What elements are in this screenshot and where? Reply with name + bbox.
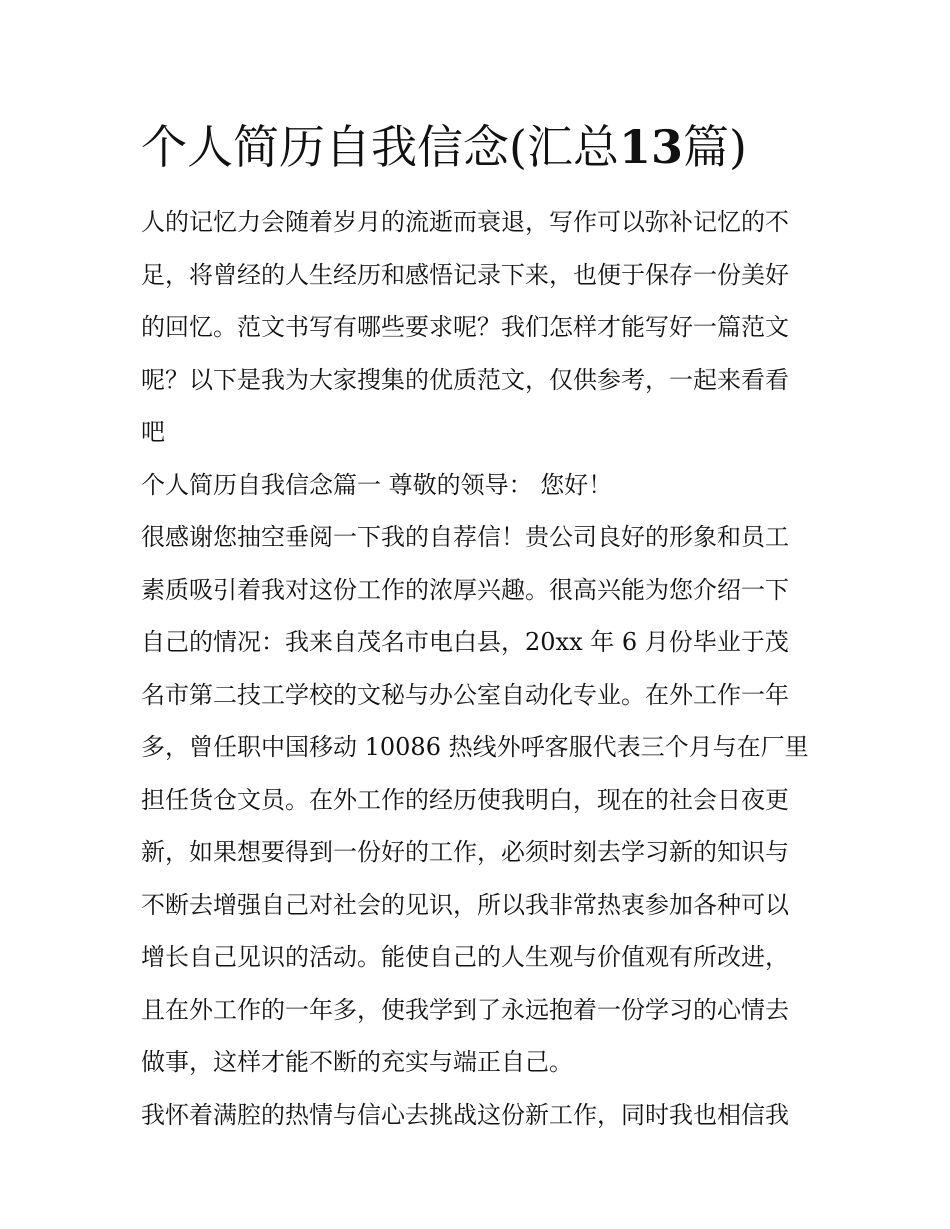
text-line: 呢？以下是我为大家搜集的优质范文，仅供参考，一起来看看	[141, 365, 789, 394]
text-line: 名市第二技工学校的文秘与办公室自动化专业。在外工作一年	[141, 680, 789, 709]
text-line: 增长自己见识的活动。能使自己的人生观与价值观有所改进，	[141, 943, 789, 971]
text-line: 担任货仓文员。在外工作的经历使我明白，现在的社会日夜更	[141, 785, 789, 814]
text-line: 吧	[141, 418, 165, 446]
title-text-part2: 篇)	[682, 120, 747, 174]
text-line: 很感谢您抽空垂阅一下我的自荐信！贵公司良好的形象和员工	[141, 523, 789, 551]
text-line: 多，曾任职中国移动 10086 热线外呼客服代表三个月与在厂里	[141, 733, 809, 761]
title-text-part1: 个人简历自我信念(汇总	[141, 120, 619, 174]
text-line: 足，将曾经的人生经历和感悟记录下来，也便于保存一份美好	[141, 260, 789, 289]
text-line: 且在外工作的一年多，使我学到了永远抱着一份学习的心情去	[141, 995, 789, 1024]
title-number: 13	[618, 120, 683, 174]
text-line: 人的记忆力会随着岁月的流逝而衰退，写作可以弥补记忆的不	[141, 208, 789, 236]
section-heading-line: 个人简历自我信念篇一 尊敬的领导： 您好！	[141, 470, 613, 499]
text-line: 不断去增强自己对社会的见识，所以我非常热衷参加各种可以	[141, 890, 789, 919]
text-line: 我怀着满腔的热情与信心去挑战这份新工作，同时我也相信我	[141, 1100, 789, 1129]
text-line: 自己的情况：我来自茂名市电白县，20xx 年 6 月份毕业于茂	[141, 628, 789, 656]
text-line: 素质吸引着我对这份工作的浓厚兴趣。很高兴能为您介绍一下	[141, 575, 789, 604]
document-title	[141, 114, 821, 180]
text-line: 新，如果想要得到一份好的工作，必须时刻去学习新的知识与	[141, 838, 789, 866]
text-line: 做事，这样才能不断的充实与端正自己。	[141, 1048, 573, 1076]
document-body	[141, 196, 813, 1141]
text-line: 的回忆。范文书写有哪些要求呢？我们怎样才能写好一篇范文	[141, 313, 789, 341]
